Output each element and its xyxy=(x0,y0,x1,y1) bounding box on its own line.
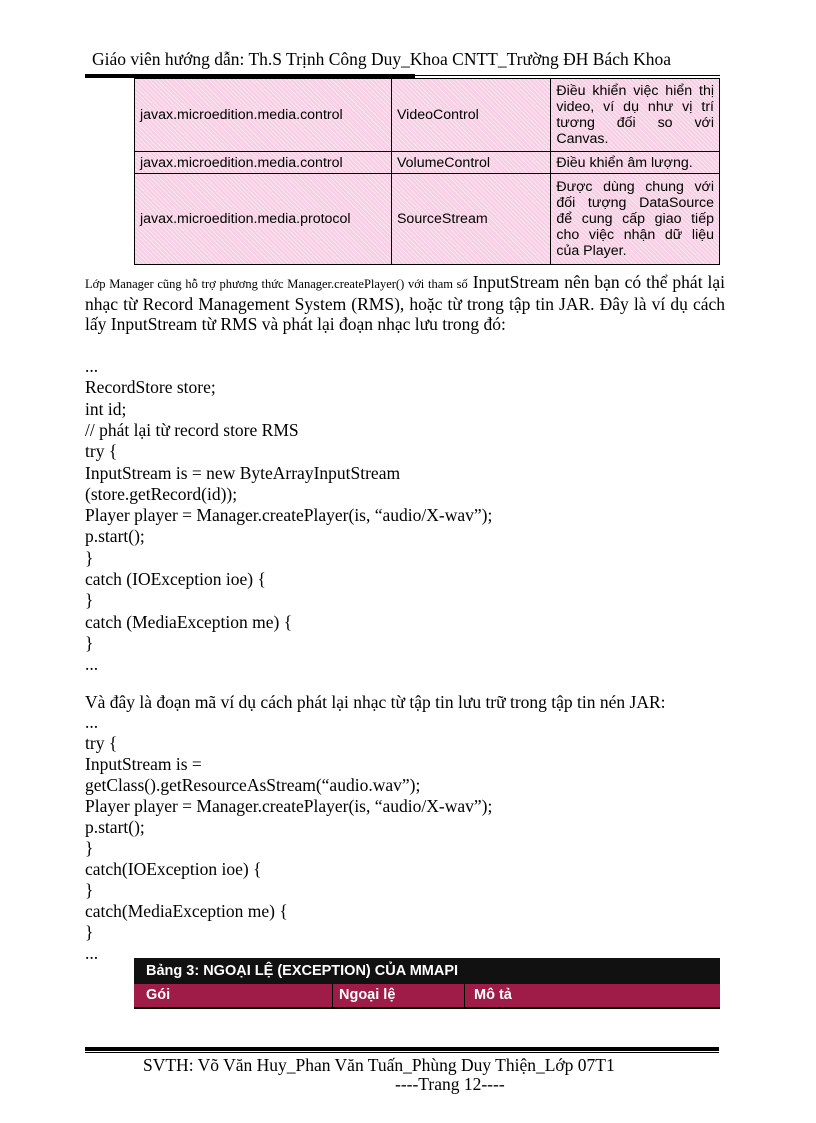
code-line: p.start(); xyxy=(85,817,145,837)
table-cell-interface: VolumeControl xyxy=(391,152,550,174)
column-header-exception: Ngoại lệ xyxy=(339,987,396,1003)
column-divider xyxy=(464,984,465,1007)
code-line: Player player = Manager.createPlayer(is, “audio/X-wav”); xyxy=(85,796,493,816)
code-line: } xyxy=(85,632,94,653)
code-line: ... xyxy=(85,654,99,675)
code-line: } xyxy=(85,922,94,942)
code-line: catch (IOException ioe) { xyxy=(85,569,266,589)
table-cell-description: Điều khiển âm lượng. xyxy=(551,152,720,174)
code-line: Player player = Manager.createPlayer(is, “audio/X-wav”); xyxy=(85,505,493,526)
code-line: // phát lại từ record store RMS xyxy=(85,419,299,440)
code-line: } xyxy=(85,880,94,900)
table-row xyxy=(135,79,720,152)
table-cell-interface: VideoControl xyxy=(391,79,550,152)
code-line: RecordStore store; xyxy=(85,377,216,398)
header-rule-thin xyxy=(85,75,720,76)
code-line: ... xyxy=(85,712,99,732)
column-header-description: Mô tả xyxy=(474,987,512,1003)
code-line: p.start(); xyxy=(85,526,145,547)
code-line: int id; xyxy=(85,398,127,419)
code-line: getClass().getResourceAsStream(“audio.wav”); xyxy=(85,775,421,795)
code-line: InputStream is = new ByteArrayInputStream xyxy=(85,462,401,483)
footer-rule-thin xyxy=(85,1052,719,1053)
code-line: } xyxy=(85,838,94,858)
paragraph-intro-rest: InputStream nên bạn có thể phát lại nhạc từ Record Management System (RMS), hoặc từ trong tập tin JAR. Đây là ví dụ cách lấy InputStream từ RMS và phát lại đoạn nhạc lưu trong đó: xyxy=(85,272,725,334)
exception-table-header xyxy=(134,984,720,1009)
column-divider xyxy=(332,984,333,1007)
table-cell-package: javax.microedition.media.control xyxy=(135,79,392,152)
code-line: try { xyxy=(85,733,118,753)
page-header: Giáo viên hướng dẫn: Th.S Trịnh Công Duy_Khoa CNTT_Trường ĐH Bách Khoa xyxy=(92,49,672,69)
code-line: ... xyxy=(85,356,99,376)
code-line: } xyxy=(85,590,94,611)
table-cell-description: Được dùng chung với đối tượng DataSource để cung cấp giao tiếp cho việc nhận dữ liệu của Player. xyxy=(551,174,720,265)
column-header-package: Gói xyxy=(146,987,171,1003)
code-line: (store.getRecord(id)); xyxy=(85,483,238,504)
code-line: ... xyxy=(85,943,99,963)
code-line: catch (MediaException me) { xyxy=(85,611,293,632)
table-cell-interface: SourceStream xyxy=(391,174,550,265)
table-cell-description: Điều khiển việc hiển thị video, ví dụ như vị trí tương đối so với Canvas. xyxy=(551,79,720,152)
table-cell-package: javax.microedition.media.control xyxy=(135,152,392,174)
table-row xyxy=(135,174,720,265)
table-cell-package: javax.microedition.media.protocol xyxy=(135,174,392,265)
page-number: ----Trang 12---- xyxy=(395,1074,505,1094)
paragraph-jar: Và đây là đoạn mã ví dụ cách phát lại nhạc từ tập tin lưu trữ trong tập tin nén JAR: xyxy=(85,692,666,712)
code-line: catch(MediaException me) { xyxy=(85,901,288,921)
exception-table xyxy=(134,958,720,1009)
table-row xyxy=(135,152,720,174)
code-line: catch(IOException ioe) { xyxy=(85,859,262,879)
exception-table-title: Bảng 3: NGOẠI LỆ (EXCEPTION) CỦA MMAPI xyxy=(134,958,720,984)
code-line: } xyxy=(85,547,94,568)
paragraph-intro xyxy=(85,272,725,334)
footer-authors: SVTH: Võ Văn Huy_Phan Văn Tuấn_Phùng Duy Thiện_Lớp 07T1 xyxy=(143,1055,615,1075)
code-line: InputStream is = xyxy=(85,754,202,774)
code-line: try { xyxy=(85,441,118,462)
interface-table xyxy=(134,78,720,265)
paragraph-intro-small: Lớp Manager cũng hỗ trợ phương thức Manager.createPlayer() với tham số xyxy=(85,277,468,291)
footer-rule xyxy=(85,1047,719,1051)
